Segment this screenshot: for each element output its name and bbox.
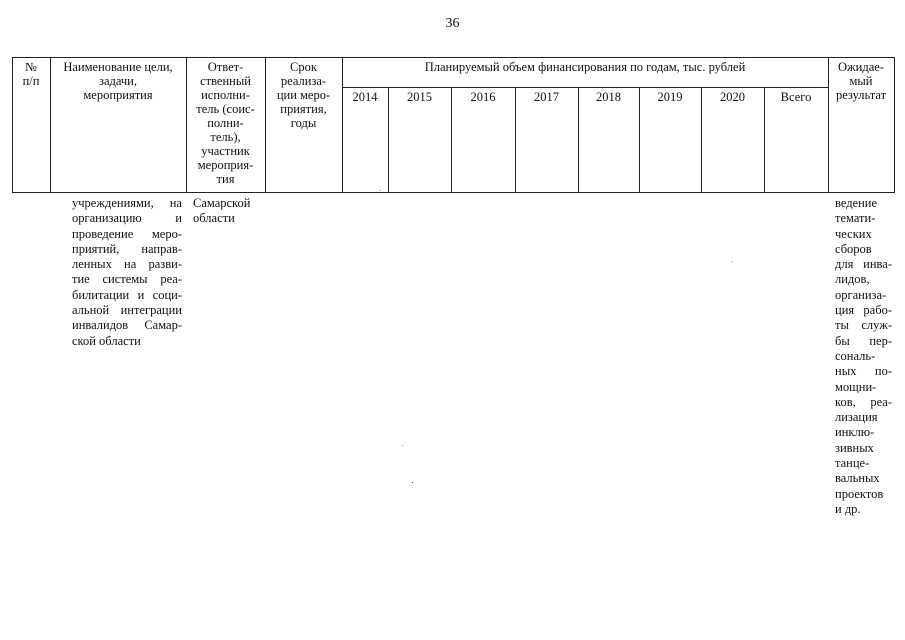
header-responsible-line: тия [216, 172, 235, 186]
body-result-line: лизация [835, 410, 878, 425]
header-year-2020: 2020 [720, 90, 745, 104]
header-result-line: мый [849, 74, 873, 88]
header-result [828, 60, 894, 102]
header-name-line: мероприятия [83, 88, 153, 102]
body-result-line: ных по- [835, 364, 892, 379]
body-result-line: проектов [835, 486, 884, 501]
body-name-line: учреждениями, на [72, 196, 182, 210]
header-responsible-line: участник [201, 144, 250, 158]
body-result-line: для инва- [835, 257, 892, 272]
table-top-border [12, 57, 895, 58]
body-result-line: ческих [835, 226, 872, 241]
header-result-line: результат [835, 88, 887, 102]
header-responsible-line: Ответ- [207, 60, 244, 74]
border-term [342, 57, 343, 193]
body-result-line: ков, реа- [835, 394, 892, 409]
body-result-line: сборов [835, 241, 872, 256]
body-name-line: альной интеграции [72, 303, 182, 318]
header-year-2016: 2016 [470, 90, 496, 104]
body-result-line: ция рабо- [835, 303, 892, 318]
page-number: 36 [445, 16, 460, 31]
scan-speck [380, 190, 381, 191]
body-name-line: проведение меро- [72, 226, 182, 241]
header-year-2017: 2017 [534, 90, 559, 104]
body-result-line: организа- [835, 287, 887, 302]
body-result-line: вальных [835, 471, 880, 486]
body-result-line: танце- [835, 456, 870, 471]
border-right [894, 57, 895, 193]
body-result-cell [835, 196, 892, 517]
header-term [265, 60, 342, 130]
header-responsible-line: тель (соис- [196, 102, 255, 116]
header-year-2014: 2014 [352, 90, 378, 104]
header-num-line: п/п [22, 74, 40, 88]
header-term-line: годы [290, 116, 317, 130]
header-year-total: Всего [780, 90, 812, 104]
header-term-line: реализа- [280, 74, 327, 88]
header-financing: Планируемый объем финансирования по годам, тыс. рублей [424, 60, 746, 74]
scan-speck [402, 445, 403, 446]
scan-speck [731, 261, 732, 262]
header-term-line: Срок [290, 60, 317, 74]
body-responsible-line: Самарской [193, 196, 251, 210]
body-result-line: бы пер- [835, 333, 892, 348]
header-name-line: Наименование цели, [63, 60, 173, 74]
body-name-line: приятий, направ- [72, 241, 182, 256]
header-responsible-line: тель), [210, 130, 241, 144]
body-result-line: ты служ- [835, 318, 892, 333]
header-responsible-line: мероприя- [197, 158, 254, 172]
header-result-line: Ожидае- [838, 60, 884, 74]
body-name-line: ской области [72, 333, 141, 348]
body-responsible-line: области [193, 211, 235, 226]
header-responsible-line: исполни- [201, 88, 250, 102]
body-result-line: зивных [835, 440, 874, 455]
body-name-cell [72, 196, 182, 349]
body-result-line: темати- [835, 211, 876, 226]
header-term-line: ции меро- [276, 88, 331, 102]
body-result-line: и др. [835, 501, 861, 516]
header-year-2018: 2018 [596, 90, 621, 104]
header-num-line: № [25, 60, 37, 74]
header-num [12, 60, 50, 88]
body-responsible-cell [193, 196, 255, 227]
scan-speck [412, 482, 413, 483]
body-result-line: инклю- [835, 425, 875, 440]
body-name-line: билитации и соци- [72, 287, 182, 302]
body-result-line: сональ- [835, 348, 876, 363]
header-name [50, 60, 186, 102]
table-bottom-border [12, 192, 895, 193]
body-result-line: лидов, [835, 272, 870, 287]
header-responsible-line: ственный [200, 74, 251, 88]
body-name-line: организацию и [72, 211, 182, 226]
header-responsible [186, 60, 265, 186]
financing-divider [342, 87, 828, 88]
header-term-line: приятия, [280, 102, 327, 116]
body-result-line: ведение [835, 196, 878, 210]
header-table [12, 57, 895, 193]
header-year-2019: 2019 [657, 90, 683, 104]
body-name-line: инвалидов Самар- [72, 318, 182, 333]
body-name-line: тие системы реа- [72, 272, 182, 287]
header-year-2015: 2015 [407, 90, 432, 104]
body-name-line: ленных на разви- [72, 257, 182, 272]
header-name-line: задачи, [99, 74, 137, 88]
body-result-line: мощни- [835, 379, 877, 394]
header-responsible-line: полни- [207, 116, 244, 130]
